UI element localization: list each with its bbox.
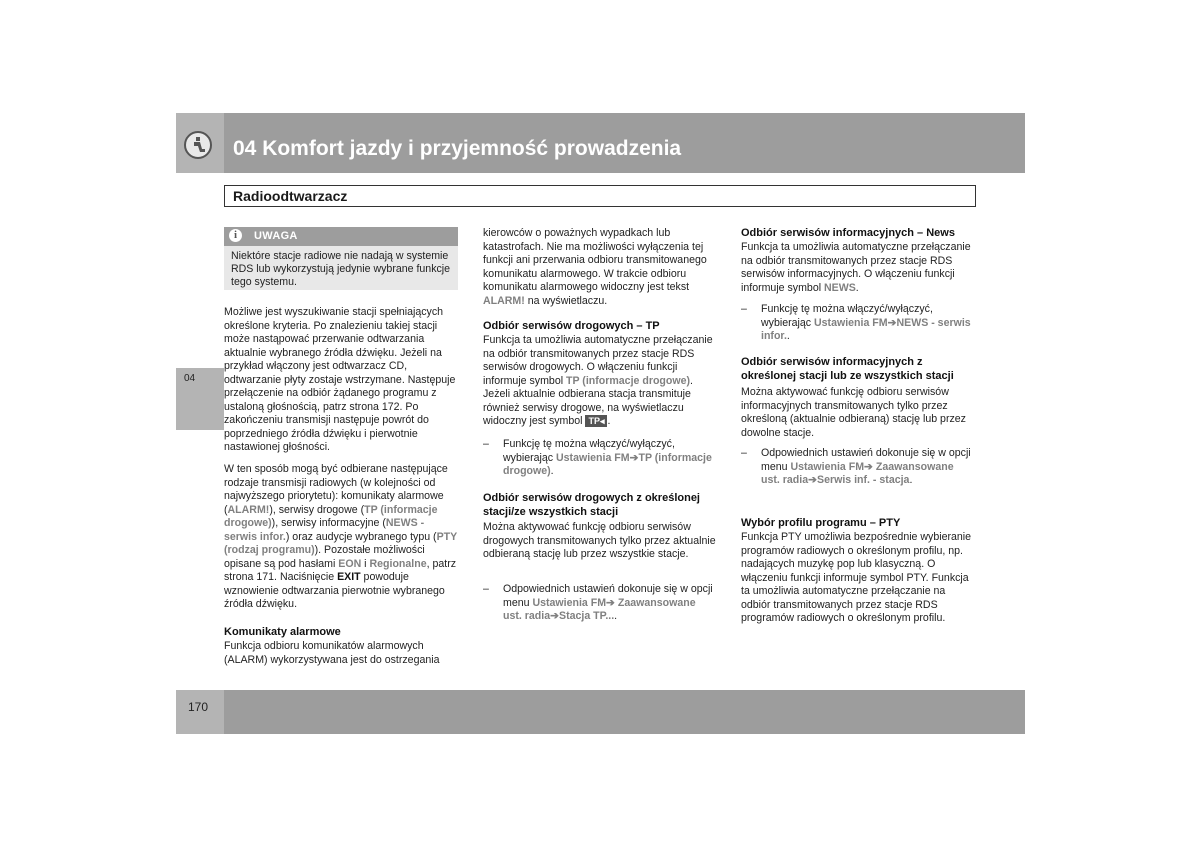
seat-icon (184, 131, 212, 159)
side-tab-label: 04 (184, 373, 196, 384)
paragraph: Funkcja ta umożliwia automatyczne przełączanie na odbiór transmitowanych przez stacje RDS serwisów informacyjnych. O włączeniu funkcji informuje symbol NEWS. (741, 241, 971, 294)
subheading: Odbiór serwisów drogowych – TP (483, 320, 660, 332)
section-header (224, 185, 976, 207)
paragraph: Funkcja ta umożliwia automatyczne przełączanie na odbiór transmitowanych przez stacje RDS serwisów drogowych. O włączeniu funkcji informuje symbol TP (informacje drogowe). Jeżeli aktualnie odbierana stacja transmituje również serwisy drogowe, na wyświetlaczu widoczny jest symbol TP◂ . (483, 334, 713, 427)
arrow-icon: ➔ (629, 451, 639, 464)
page-number-box (176, 690, 224, 734)
arrow-icon: ➔ (864, 460, 873, 473)
paragraph: Można aktywować funkcję odbioru serwisów drogowych transmitowanych tylko przez aktualnie odbieraną stację lub przez wszystkie stacje. (483, 521, 716, 560)
chapter-header (224, 113, 1025, 173)
paragraph: Funkcja odbioru komunikatów alarmowych (ALARM) wykorzystywana jest do ostrzegania (224, 640, 440, 666)
paragraph: Możliwe jest wyszukiwanie stacji spełniających określone kryteria. Po znalezieniu takiej stacji może nastąpować przerwanie odtwarzania aktualnie wybranego źródła dźwięku. Jeżeli na przykład włączony jest odtwarzacz CD, odtwarzanie płyty zostaje wstrzymane. Następuje przełączenie na odbiór żądanego programu z ustaloną głośnością, patrz strona 172. Po zakończeniu transmisji następuje powrót do poprzedniego źródła dźwięku i pierwotnie nastawionej głośności. (224, 306, 456, 453)
arrow-icon: ➔ (887, 316, 897, 329)
arrow-icon: ➔ (550, 610, 559, 622)
page-number: 170 (188, 700, 209, 714)
chapter-icon-box (176, 113, 224, 173)
note-body (224, 246, 458, 290)
subheading: Wybór profilu programu – PTY (741, 517, 901, 529)
note-header (224, 227, 458, 246)
paragraph: Funkcja PTY umożliwia bezpośrednie wybieranie programów radiowych o określonym profilu, np. nadających muzykę pop lub klasyczną. O włączeniu funkcji informuje symbol PTY. Funkcja ta umożliwia automatyczne przełączanie na odbiór transmitowanych przez stacje RDS programów radiowych o określonym profilu. (741, 531, 972, 624)
tp-symbol: TP◂ (585, 415, 607, 427)
arrow-icon: ➔ (808, 474, 817, 486)
paragraph: kierowców o poważnych wypadkach lub katastrofach. Nie ma możliwości wyłączenia tej funkcji ani przerwania odbioru transmitowanego komunikatu alarmowego. W trakcie odbioru komunikatu alarmowego widoczny jest tekst ALARM! na wyświetlaczu. (483, 227, 707, 307)
arrow-icon: ➔ (606, 596, 615, 609)
subheading: Komunikaty alarmowe (224, 626, 341, 638)
footer-bar (224, 690, 1025, 734)
subheading: Odbiór serwisów informacyjnych – News (741, 227, 955, 239)
subheading: Odbiór serwisów drogowych z określonej stacji/ze wszystkich stacji (483, 492, 700, 518)
paragraph: W ten sposób mogą być odbierane następujące rodzaje transmisji radiowych (w kolejności od najwyższego priorytetu): komunikaty alarmowe (ALARM!), serwisy drogowe (TP (informacje drogowe)), serwisy informacyjne (NEWS - serwis infor.) oraz audycje wybranego typu (PTY (rodzaj programu)). Pozostałe możliwości opisane są pod hasłami EON i Regionalne, patrz strona 171. Naciśnięcie EXIT powoduje wznowienie odtwarzania pierwotnie wybranego źródła dźwięku. (224, 463, 457, 610)
section-title: Radioodtwarzacz (233, 188, 348, 204)
chapter-title: 04 Komfort jazdy i przyjemność prowadzenia (233, 137, 682, 160)
subheading: Odbiór serwisów informacyjnych z określonej stacji lub ze wszystkich stacji (741, 356, 954, 382)
info-icon: i (229, 229, 242, 242)
paragraph: Można aktywować funkcję odbioru serwisów informacyjnych transmitowanych tylko przez określoną (aktualnie odbieraną) stację lub przez dowolne stacje. (741, 386, 966, 439)
note-text: Niektóre stacje radiowe nie nadają w systemie RDS lub wykorzystują jedynie wybrane funkcje tego systemu. (231, 250, 451, 288)
note-title: UWAGA (254, 230, 298, 242)
chapter-side-tab (176, 368, 224, 430)
